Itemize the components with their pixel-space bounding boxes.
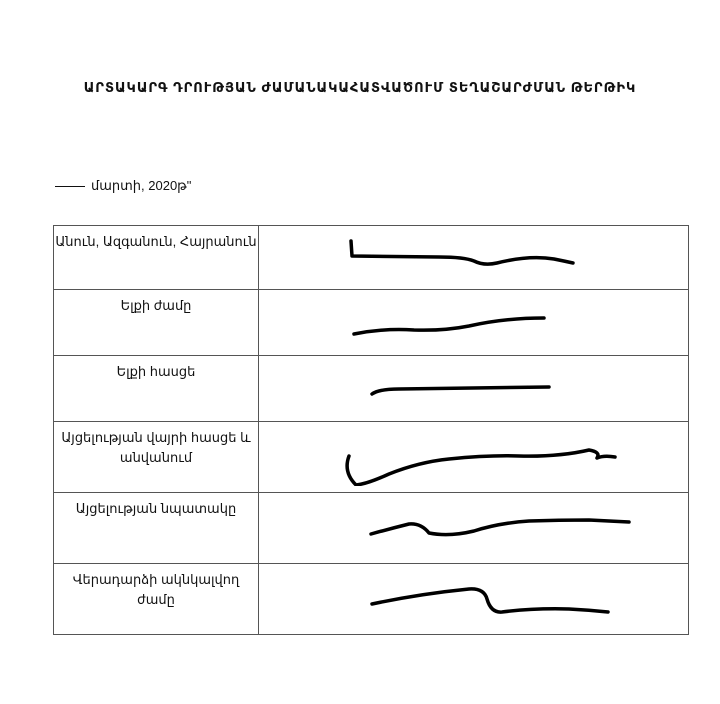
scribble-mark xyxy=(259,356,689,415)
row-label: Այցելության նպատակը xyxy=(54,493,259,564)
movement-form-table xyxy=(53,225,689,635)
scribble-mark xyxy=(259,493,689,557)
scribble-mark xyxy=(259,422,689,486)
table-row xyxy=(54,493,689,564)
row-label: Այցելության վայրի հասցե և անվանում xyxy=(54,422,259,493)
form-title: ԱՐՏԱԿԱՐԳ ԴՐՈՒԹՅԱՆ ԺԱՄԱՆԱԿԱՀԱՏՎԱԾՈՒՄ ՏԵՂԱՇԱՐԺՄԱՆ ԹԵՐԹԻԿ xyxy=(83,80,637,95)
table-row xyxy=(54,564,689,635)
scribble-mark xyxy=(259,226,689,283)
row-label: Վերադարձի ակնկալվող ժամը xyxy=(54,564,259,635)
scribble-field xyxy=(259,564,689,635)
scribble-field xyxy=(259,493,689,564)
scribble-mark xyxy=(259,564,689,628)
date-text: մարտի, 2020թ" xyxy=(91,178,192,193)
scribble-field xyxy=(259,226,689,290)
date-blank xyxy=(55,186,85,187)
scribble-field xyxy=(259,290,689,356)
row-label: Ելքի հասցե xyxy=(54,356,259,422)
table-row xyxy=(54,226,689,290)
scribble-mark xyxy=(259,290,689,349)
row-label: Անուն, Ազգանուն, Հայրանուն xyxy=(54,226,259,290)
table-row xyxy=(54,422,689,493)
scribble-field xyxy=(259,356,689,422)
table-row xyxy=(54,356,689,422)
table-row xyxy=(54,290,689,356)
row-label: Ելքի ժամը xyxy=(54,290,259,356)
date-line xyxy=(55,178,191,194)
scribble-field xyxy=(259,422,689,493)
